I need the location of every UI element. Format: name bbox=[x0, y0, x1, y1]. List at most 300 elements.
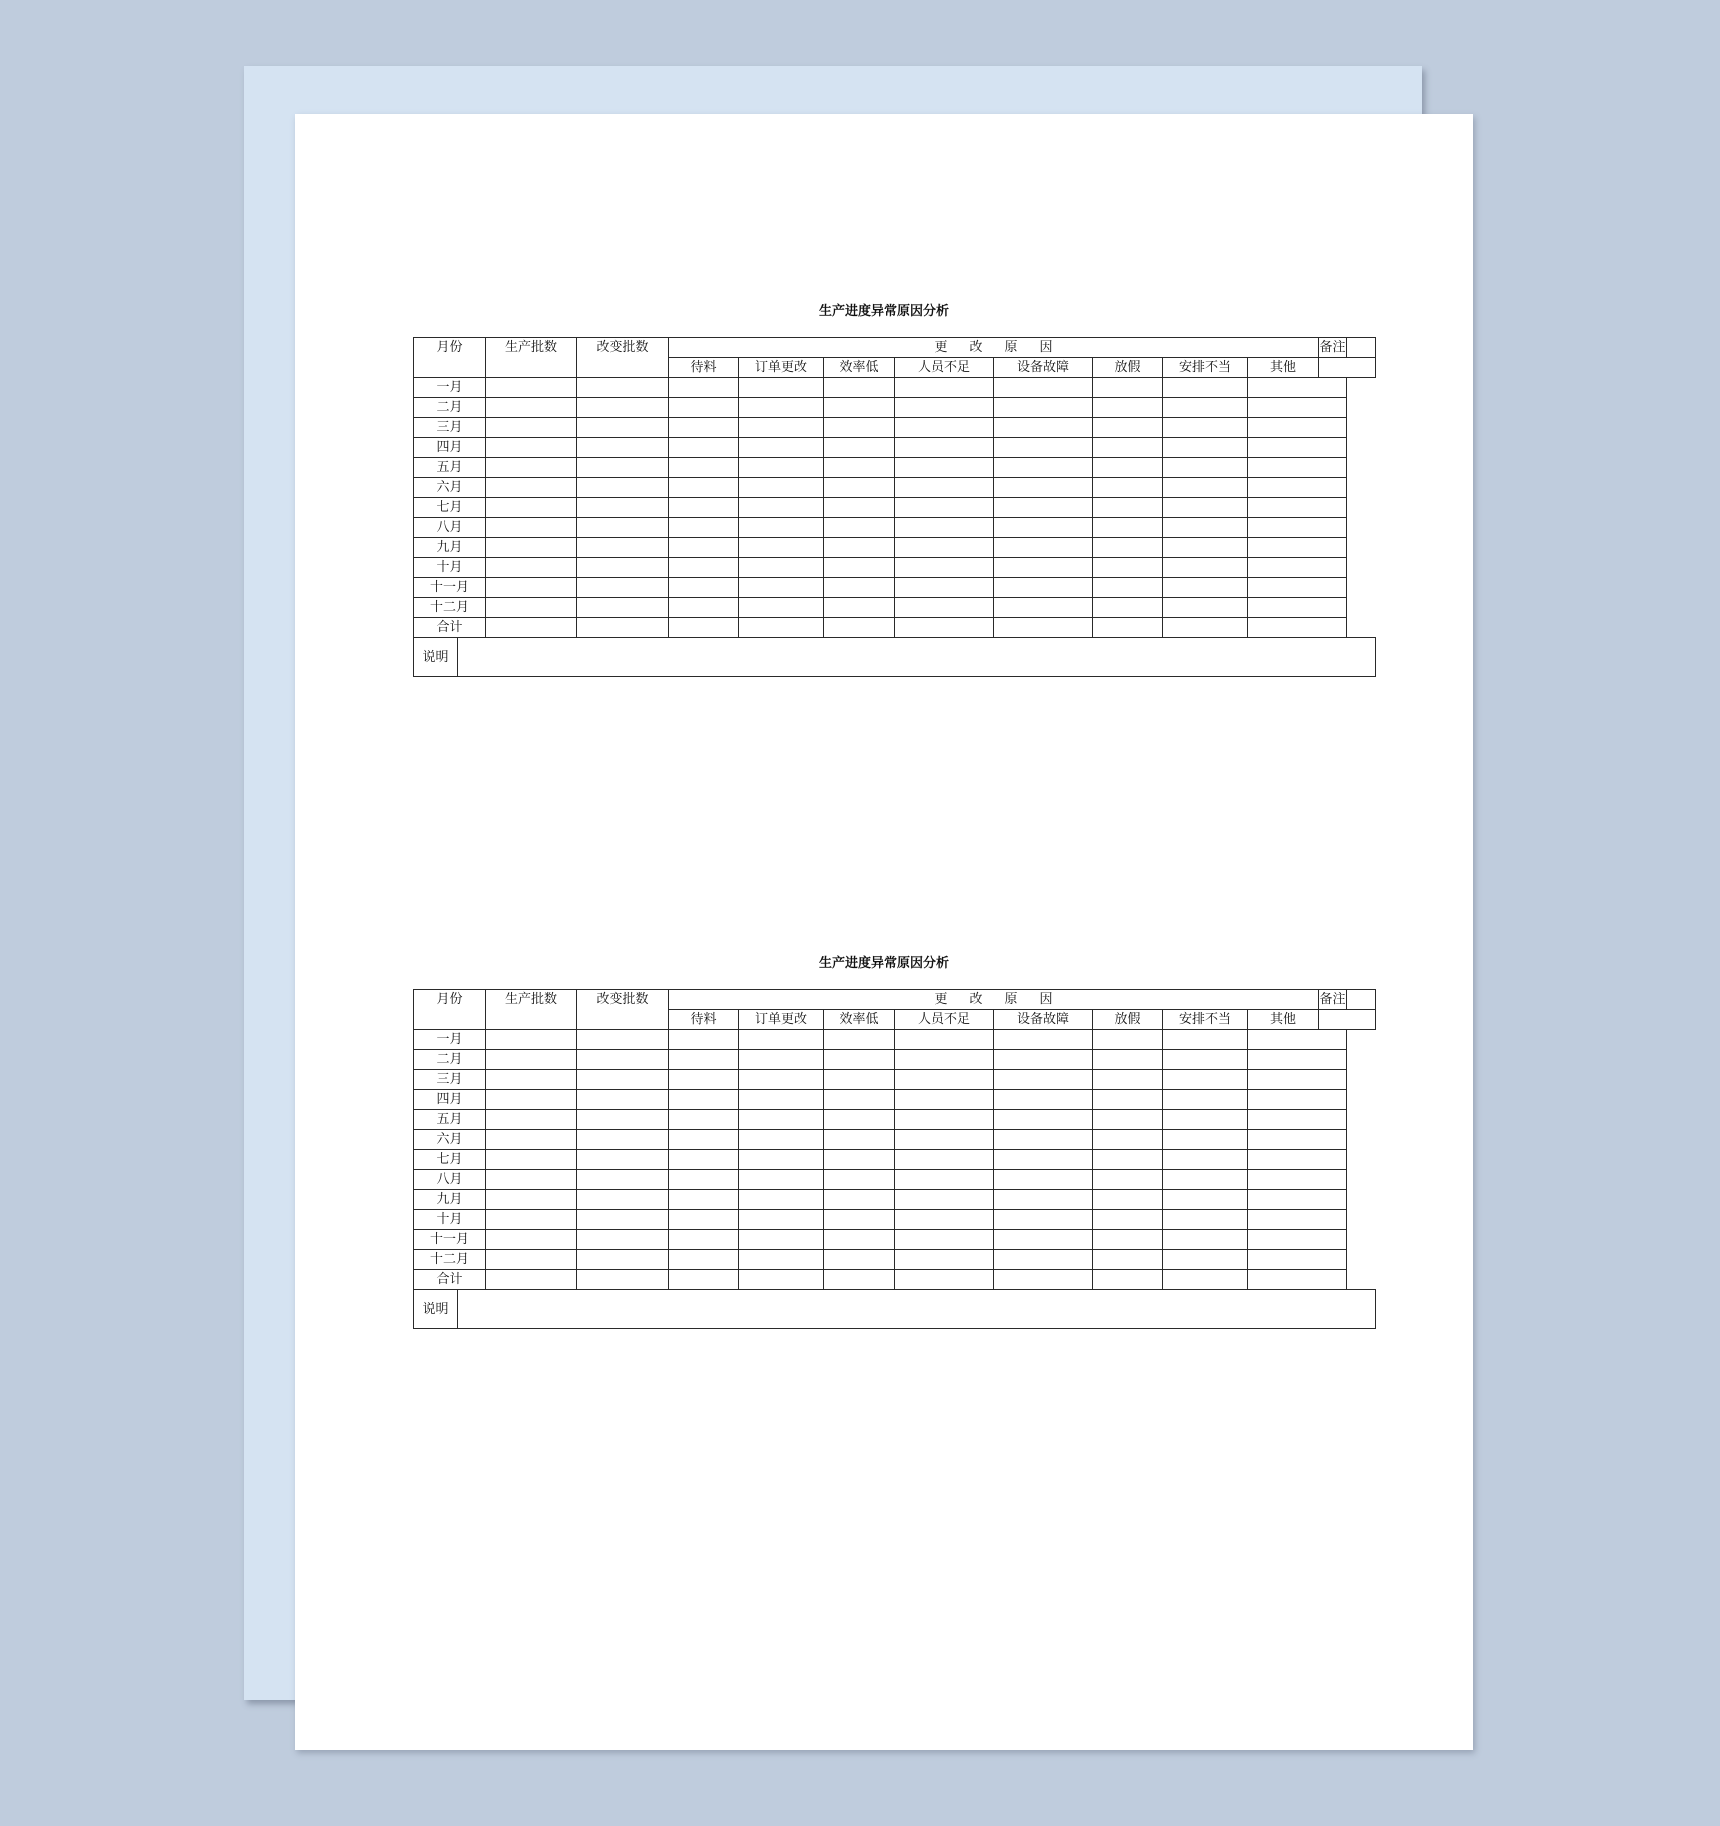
data-cell[interactable] bbox=[994, 1210, 1093, 1230]
data-cell[interactable] bbox=[824, 1230, 895, 1250]
table-row bbox=[414, 1210, 1376, 1230]
data-cell[interactable] bbox=[824, 618, 895, 638]
data-cell[interactable] bbox=[577, 598, 669, 618]
data-cell[interactable] bbox=[669, 1190, 739, 1210]
data-cell[interactable] bbox=[1163, 438, 1248, 458]
data-cell[interactable] bbox=[1248, 1130, 1347, 1150]
data-cell[interactable] bbox=[994, 1130, 1093, 1150]
data-cell[interactable] bbox=[1093, 598, 1163, 618]
data-cell[interactable] bbox=[1248, 458, 1347, 478]
reason-header: 设备故障 bbox=[994, 358, 1093, 378]
data-cell[interactable] bbox=[577, 418, 669, 438]
data-cell[interactable] bbox=[895, 1230, 994, 1250]
data-cell[interactable] bbox=[739, 1070, 824, 1090]
row-label: 一月 bbox=[414, 1030, 486, 1050]
data-cell[interactable] bbox=[669, 618, 739, 638]
data-cell[interactable] bbox=[895, 1150, 994, 1170]
data-cell[interactable] bbox=[1093, 1030, 1163, 1050]
header-row bbox=[414, 990, 1376, 1010]
data-cell[interactable] bbox=[669, 1210, 739, 1230]
data-cell[interactable] bbox=[824, 1070, 895, 1090]
data-cell[interactable] bbox=[1248, 1070, 1347, 1090]
data-cell[interactable] bbox=[739, 558, 824, 578]
data-cell[interactable] bbox=[577, 518, 669, 538]
data-cell[interactable] bbox=[1163, 418, 1248, 438]
data-cell[interactable] bbox=[1093, 1050, 1163, 1070]
data-cell[interactable] bbox=[1248, 1270, 1347, 1290]
data-cell[interactable] bbox=[669, 418, 739, 438]
data-cell[interactable] bbox=[994, 518, 1093, 538]
data-cell[interactable] bbox=[1163, 1230, 1248, 1250]
data-cell[interactable] bbox=[577, 1170, 669, 1190]
data-cell[interactable] bbox=[577, 498, 669, 518]
data-cell[interactable] bbox=[1163, 1030, 1248, 1050]
data-cell[interactable] bbox=[1163, 1150, 1248, 1170]
data-cell[interactable] bbox=[669, 1030, 739, 1050]
data-cell[interactable] bbox=[739, 398, 824, 418]
data-cell[interactable] bbox=[824, 398, 895, 418]
row-label: 十二月 bbox=[414, 1250, 486, 1270]
data-cell[interactable] bbox=[1248, 1150, 1347, 1170]
data-cell[interactable] bbox=[895, 478, 994, 498]
data-cell[interactable] bbox=[669, 1070, 739, 1090]
data-cell[interactable] bbox=[824, 578, 895, 598]
data-cell[interactable] bbox=[739, 1030, 824, 1050]
data-cell[interactable] bbox=[1248, 1210, 1347, 1230]
data-cell[interactable] bbox=[577, 458, 669, 478]
data-cell[interactable] bbox=[824, 458, 895, 478]
data-cell[interactable] bbox=[486, 618, 577, 638]
data-cell[interactable] bbox=[1163, 598, 1248, 618]
data-cell[interactable] bbox=[994, 558, 1093, 578]
data-cell[interactable] bbox=[739, 618, 824, 638]
data-cell[interactable] bbox=[739, 378, 824, 398]
data-cell[interactable] bbox=[994, 398, 1093, 418]
change-reasons-label: 更改原因 bbox=[934, 340, 1075, 355]
data-cell[interactable] bbox=[739, 1190, 824, 1210]
data-cell[interactable] bbox=[669, 1090, 739, 1110]
data-cell[interactable] bbox=[1093, 458, 1163, 478]
data-cell[interactable] bbox=[486, 498, 577, 518]
data-cell[interactable] bbox=[669, 478, 739, 498]
data-cell[interactable] bbox=[1248, 1250, 1347, 1270]
data-cell[interactable] bbox=[669, 598, 739, 618]
data-cell[interactable] bbox=[994, 1150, 1093, 1170]
data-cell[interactable] bbox=[577, 618, 669, 638]
data-cell[interactable] bbox=[994, 1030, 1093, 1050]
data-cell[interactable] bbox=[1248, 498, 1347, 518]
data-cell[interactable] bbox=[895, 1250, 994, 1270]
data-cell[interactable] bbox=[739, 1170, 824, 1190]
table-row bbox=[414, 478, 1376, 498]
data-cell[interactable] bbox=[824, 1170, 895, 1190]
data-cell[interactable] bbox=[739, 1270, 824, 1290]
data-cell[interactable] bbox=[895, 1210, 994, 1230]
data-cell[interactable] bbox=[994, 1190, 1093, 1210]
reason-header: 人员不足 bbox=[895, 1010, 994, 1030]
data-cell[interactable] bbox=[739, 578, 824, 598]
changed-batches-header: 改变批数 bbox=[577, 338, 669, 378]
data-cell[interactable] bbox=[486, 478, 577, 498]
data-cell[interactable] bbox=[1248, 558, 1347, 578]
data-cell[interactable] bbox=[669, 498, 739, 518]
data-cell[interactable] bbox=[486, 458, 577, 478]
data-cell[interactable] bbox=[1093, 1150, 1163, 1170]
data-cell[interactable] bbox=[824, 478, 895, 498]
data-cell[interactable] bbox=[669, 558, 739, 578]
data-cell[interactable] bbox=[994, 498, 1093, 518]
data-cell[interactable] bbox=[895, 1130, 994, 1150]
data-cell[interactable] bbox=[486, 1190, 577, 1210]
data-cell[interactable] bbox=[669, 1250, 739, 1270]
data-cell[interactable] bbox=[577, 1090, 669, 1110]
data-cell[interactable] bbox=[577, 1070, 669, 1090]
document-page bbox=[295, 114, 1473, 1750]
data-cell[interactable] bbox=[1248, 418, 1347, 438]
data-cell[interactable] bbox=[739, 438, 824, 458]
data-cell[interactable] bbox=[486, 1250, 577, 1270]
change-reasons-header bbox=[669, 338, 1319, 358]
data-cell[interactable] bbox=[1093, 1190, 1163, 1210]
data-cell[interactable] bbox=[669, 458, 739, 478]
data-cell[interactable] bbox=[1163, 1190, 1248, 1210]
data-cell[interactable] bbox=[486, 1070, 577, 1090]
data-cell[interactable] bbox=[577, 1210, 669, 1230]
data-cell[interactable] bbox=[895, 598, 994, 618]
data-cell[interactable] bbox=[669, 538, 739, 558]
data-cell[interactable] bbox=[669, 1050, 739, 1070]
data-cell[interactable] bbox=[486, 598, 577, 618]
data-cell[interactable] bbox=[739, 538, 824, 558]
data-cell[interactable] bbox=[1093, 1170, 1163, 1190]
data-cell[interactable] bbox=[824, 558, 895, 578]
data-cell[interactable] bbox=[486, 578, 577, 598]
data-cell[interactable] bbox=[1248, 518, 1347, 538]
data-cell[interactable] bbox=[486, 398, 577, 418]
data-cell[interactable] bbox=[1093, 538, 1163, 558]
header-blank-cell bbox=[1347, 990, 1376, 1010]
data-cell[interactable] bbox=[739, 418, 824, 438]
data-cell[interactable] bbox=[486, 518, 577, 538]
data-cell[interactable] bbox=[486, 1050, 577, 1070]
data-cell[interactable] bbox=[895, 618, 994, 638]
remarks-subheader-cell bbox=[1319, 358, 1376, 378]
data-cell[interactable] bbox=[824, 1150, 895, 1170]
data-cell[interactable] bbox=[1093, 378, 1163, 398]
data-cell[interactable] bbox=[1163, 1210, 1248, 1230]
data-cell[interactable] bbox=[895, 378, 994, 398]
data-cell[interactable] bbox=[994, 1230, 1093, 1250]
data-cell[interactable] bbox=[739, 1090, 824, 1110]
data-cell[interactable] bbox=[994, 478, 1093, 498]
data-cell[interactable] bbox=[1163, 518, 1248, 538]
data-cell[interactable] bbox=[994, 538, 1093, 558]
data-cell[interactable] bbox=[895, 1030, 994, 1050]
data-cell[interactable] bbox=[577, 1050, 669, 1070]
data-cell[interactable] bbox=[577, 538, 669, 558]
data-cell[interactable] bbox=[994, 1250, 1093, 1270]
data-cell[interactable] bbox=[824, 418, 895, 438]
data-cell[interactable] bbox=[1248, 1190, 1347, 1210]
form-title: 生产进度异常原因分析 bbox=[818, 956, 949, 971]
data-cell[interactable] bbox=[1248, 398, 1347, 418]
data-cell[interactable] bbox=[1163, 398, 1248, 418]
data-cell[interactable] bbox=[895, 1270, 994, 1290]
data-cell[interactable] bbox=[1163, 618, 1248, 638]
data-cell[interactable] bbox=[824, 1250, 895, 1270]
notes-cell[interactable] bbox=[458, 638, 1376, 677]
table-row bbox=[414, 398, 1376, 418]
data-cell[interactable] bbox=[1093, 418, 1163, 438]
table-row bbox=[414, 458, 1376, 478]
table-row bbox=[414, 1110, 1376, 1130]
data-cell[interactable] bbox=[824, 598, 895, 618]
reason-header: 效率低 bbox=[824, 358, 895, 378]
data-cell[interactable] bbox=[994, 1270, 1093, 1290]
change-reasons-label: 更改原因 bbox=[934, 992, 1075, 1007]
data-cell[interactable] bbox=[994, 618, 1093, 638]
row-label: 七月 bbox=[414, 1150, 486, 1170]
data-cell[interactable] bbox=[1093, 1070, 1163, 1090]
data-cell[interactable] bbox=[895, 1070, 994, 1090]
data-cell[interactable] bbox=[824, 1130, 895, 1150]
data-cell[interactable] bbox=[895, 1090, 994, 1110]
data-cell[interactable] bbox=[669, 1110, 739, 1130]
data-cell[interactable] bbox=[669, 1130, 739, 1150]
data-cell[interactable] bbox=[577, 1150, 669, 1170]
data-cell[interactable] bbox=[486, 1090, 577, 1110]
data-cell[interactable] bbox=[1248, 1110, 1347, 1130]
data-cell[interactable] bbox=[1248, 1230, 1347, 1250]
data-cell[interactable] bbox=[895, 578, 994, 598]
data-cell[interactable] bbox=[1163, 498, 1248, 518]
data-cell[interactable] bbox=[824, 438, 895, 458]
data-cell[interactable] bbox=[994, 438, 1093, 458]
data-cell[interactable] bbox=[486, 558, 577, 578]
data-cell[interactable] bbox=[1248, 538, 1347, 558]
data-cell[interactable] bbox=[1163, 1110, 1248, 1130]
data-cell[interactable] bbox=[1093, 1110, 1163, 1130]
data-cell[interactable] bbox=[895, 498, 994, 518]
data-cell[interactable] bbox=[486, 1130, 577, 1150]
data-cell[interactable] bbox=[577, 1110, 669, 1130]
data-cell[interactable] bbox=[994, 1070, 1093, 1090]
data-cell[interactable] bbox=[1093, 1270, 1163, 1290]
data-cell[interactable] bbox=[1093, 398, 1163, 418]
data-cell[interactable] bbox=[669, 1170, 739, 1190]
data-cell[interactable] bbox=[577, 1270, 669, 1290]
data-cell[interactable] bbox=[824, 1110, 895, 1130]
data-cell[interactable] bbox=[1163, 1250, 1248, 1270]
data-cell[interactable] bbox=[669, 578, 739, 598]
data-cell[interactable] bbox=[1248, 1090, 1347, 1110]
data-cell[interactable] bbox=[824, 1050, 895, 1070]
data-cell[interactable] bbox=[577, 478, 669, 498]
month-header: 月份 bbox=[414, 990, 486, 1030]
data-cell[interactable] bbox=[1093, 558, 1163, 578]
data-cell[interactable] bbox=[1163, 1170, 1248, 1190]
data-cell[interactable] bbox=[1248, 478, 1347, 498]
data-cell[interactable] bbox=[1093, 618, 1163, 638]
data-cell[interactable] bbox=[1163, 578, 1248, 598]
data-cell[interactable] bbox=[577, 378, 669, 398]
data-cell[interactable] bbox=[1163, 1070, 1248, 1090]
data-cell[interactable] bbox=[1163, 1090, 1248, 1110]
data-cell[interactable] bbox=[1093, 478, 1163, 498]
data-cell[interactable] bbox=[486, 1270, 577, 1290]
data-cell[interactable] bbox=[1093, 1210, 1163, 1230]
data-cell[interactable] bbox=[994, 1110, 1093, 1130]
data-cell[interactable] bbox=[895, 438, 994, 458]
data-cell[interactable] bbox=[1163, 478, 1248, 498]
row-label: 四月 bbox=[414, 1090, 486, 1110]
data-cell[interactable] bbox=[1093, 498, 1163, 518]
data-cell[interactable] bbox=[486, 1030, 577, 1050]
data-cell[interactable] bbox=[1093, 1250, 1163, 1270]
data-cell[interactable] bbox=[669, 1150, 739, 1170]
data-cell[interactable] bbox=[824, 1030, 895, 1050]
data-cell[interactable] bbox=[824, 1270, 895, 1290]
data-cell[interactable] bbox=[1163, 1270, 1248, 1290]
data-cell[interactable] bbox=[486, 418, 577, 438]
data-cell[interactable] bbox=[739, 1250, 824, 1270]
data-cell[interactable] bbox=[994, 598, 1093, 618]
data-cell[interactable] bbox=[895, 1170, 994, 1190]
data-cell[interactable] bbox=[486, 438, 577, 458]
data-cell[interactable] bbox=[1248, 1030, 1347, 1050]
data-cell[interactable] bbox=[1248, 618, 1347, 638]
data-cell[interactable] bbox=[669, 378, 739, 398]
data-cell[interactable] bbox=[577, 438, 669, 458]
reason-header: 其他 bbox=[1248, 358, 1319, 378]
data-cell[interactable] bbox=[1093, 1130, 1163, 1150]
data-cell[interactable] bbox=[1163, 458, 1248, 478]
data-cell[interactable] bbox=[895, 398, 994, 418]
data-cell[interactable] bbox=[486, 378, 577, 398]
data-cell[interactable] bbox=[577, 1230, 669, 1250]
table-row bbox=[414, 1070, 1376, 1090]
row-label: 八月 bbox=[414, 1170, 486, 1190]
data-cell[interactable] bbox=[994, 418, 1093, 438]
data-cell[interactable] bbox=[1093, 518, 1163, 538]
data-cell[interactable] bbox=[486, 1150, 577, 1170]
data-cell[interactable] bbox=[1093, 1090, 1163, 1110]
data-cell[interactable] bbox=[994, 1170, 1093, 1190]
data-cell[interactable] bbox=[1248, 578, 1347, 598]
data-cell[interactable] bbox=[895, 418, 994, 438]
data-cell[interactable] bbox=[1163, 558, 1248, 578]
data-cell[interactable] bbox=[577, 398, 669, 418]
data-cell[interactable] bbox=[577, 558, 669, 578]
data-cell[interactable] bbox=[739, 598, 824, 618]
data-cell[interactable] bbox=[1248, 598, 1347, 618]
data-cell[interactable] bbox=[994, 1090, 1093, 1110]
row-label: 二月 bbox=[414, 1050, 486, 1070]
data-cell[interactable] bbox=[669, 1230, 739, 1250]
data-cell[interactable] bbox=[1163, 1050, 1248, 1070]
data-cell[interactable] bbox=[486, 1110, 577, 1130]
data-cell[interactable] bbox=[577, 578, 669, 598]
data-cell[interactable] bbox=[739, 498, 824, 518]
reason-header: 效率低 bbox=[824, 1010, 895, 1030]
data-cell[interactable] bbox=[486, 1210, 577, 1230]
data-cell[interactable] bbox=[739, 1210, 824, 1230]
data-cell[interactable] bbox=[895, 518, 994, 538]
remarks-subheader-cell bbox=[1319, 1010, 1376, 1030]
data-cell[interactable] bbox=[895, 558, 994, 578]
data-cell[interactable] bbox=[824, 538, 895, 558]
data-cell[interactable] bbox=[994, 578, 1093, 598]
row-label: 四月 bbox=[414, 438, 486, 458]
data-cell[interactable] bbox=[739, 1230, 824, 1250]
data-cell[interactable] bbox=[577, 1190, 669, 1210]
data-cell[interactable] bbox=[824, 1210, 895, 1230]
data-cell[interactable] bbox=[895, 458, 994, 478]
data-cell[interactable] bbox=[669, 438, 739, 458]
data-cell[interactable] bbox=[669, 398, 739, 418]
data-cell[interactable] bbox=[577, 1250, 669, 1270]
data-cell[interactable] bbox=[895, 1190, 994, 1210]
data-cell[interactable] bbox=[895, 1050, 994, 1070]
notes-row bbox=[414, 638, 1376, 677]
data-cell[interactable] bbox=[824, 498, 895, 518]
reason-header: 放假 bbox=[1093, 358, 1163, 378]
data-cell[interactable] bbox=[739, 518, 824, 538]
notes-cell[interactable] bbox=[458, 1290, 1376, 1329]
data-cell[interactable] bbox=[1093, 1230, 1163, 1250]
data-cell[interactable] bbox=[669, 518, 739, 538]
data-cell[interactable] bbox=[1093, 438, 1163, 458]
data-cell[interactable] bbox=[739, 1050, 824, 1070]
data-cell[interactable] bbox=[577, 1030, 669, 1050]
data-cell[interactable] bbox=[486, 538, 577, 558]
data-cell[interactable] bbox=[486, 1230, 577, 1250]
change-reasons-header bbox=[669, 990, 1319, 1010]
data-cell[interactable] bbox=[739, 1130, 824, 1150]
data-cell[interactable] bbox=[669, 1270, 739, 1290]
data-cell[interactable] bbox=[895, 538, 994, 558]
data-cell[interactable] bbox=[739, 1110, 824, 1130]
header-row bbox=[414, 338, 1376, 358]
data-cell[interactable] bbox=[739, 478, 824, 498]
data-cell[interactable] bbox=[577, 1130, 669, 1150]
data-cell[interactable] bbox=[824, 1190, 895, 1210]
data-cell[interactable] bbox=[1093, 578, 1163, 598]
data-cell[interactable] bbox=[1248, 1170, 1347, 1190]
data-cell[interactable] bbox=[486, 1170, 577, 1190]
data-cell[interactable] bbox=[824, 1090, 895, 1110]
data-cell[interactable] bbox=[1163, 1130, 1248, 1150]
data-cell[interactable] bbox=[824, 378, 895, 398]
data-cell[interactable] bbox=[1163, 378, 1248, 398]
row-label: 二月 bbox=[414, 398, 486, 418]
data-cell[interactable] bbox=[1248, 438, 1347, 458]
data-cell[interactable] bbox=[1248, 378, 1347, 398]
reason-header: 待料 bbox=[669, 1010, 739, 1030]
data-cell[interactable] bbox=[824, 518, 895, 538]
data-cell[interactable] bbox=[994, 458, 1093, 478]
data-cell[interactable] bbox=[739, 1150, 824, 1170]
data-cell[interactable] bbox=[994, 378, 1093, 398]
reason-header: 安排不当 bbox=[1163, 358, 1248, 378]
table-row bbox=[414, 1050, 1376, 1070]
data-cell[interactable] bbox=[994, 1050, 1093, 1070]
row-label: 七月 bbox=[414, 498, 486, 518]
data-cell[interactable] bbox=[1163, 538, 1248, 558]
data-cell[interactable] bbox=[739, 458, 824, 478]
data-cell[interactable] bbox=[1248, 1050, 1347, 1070]
data-cell[interactable] bbox=[895, 1110, 994, 1130]
